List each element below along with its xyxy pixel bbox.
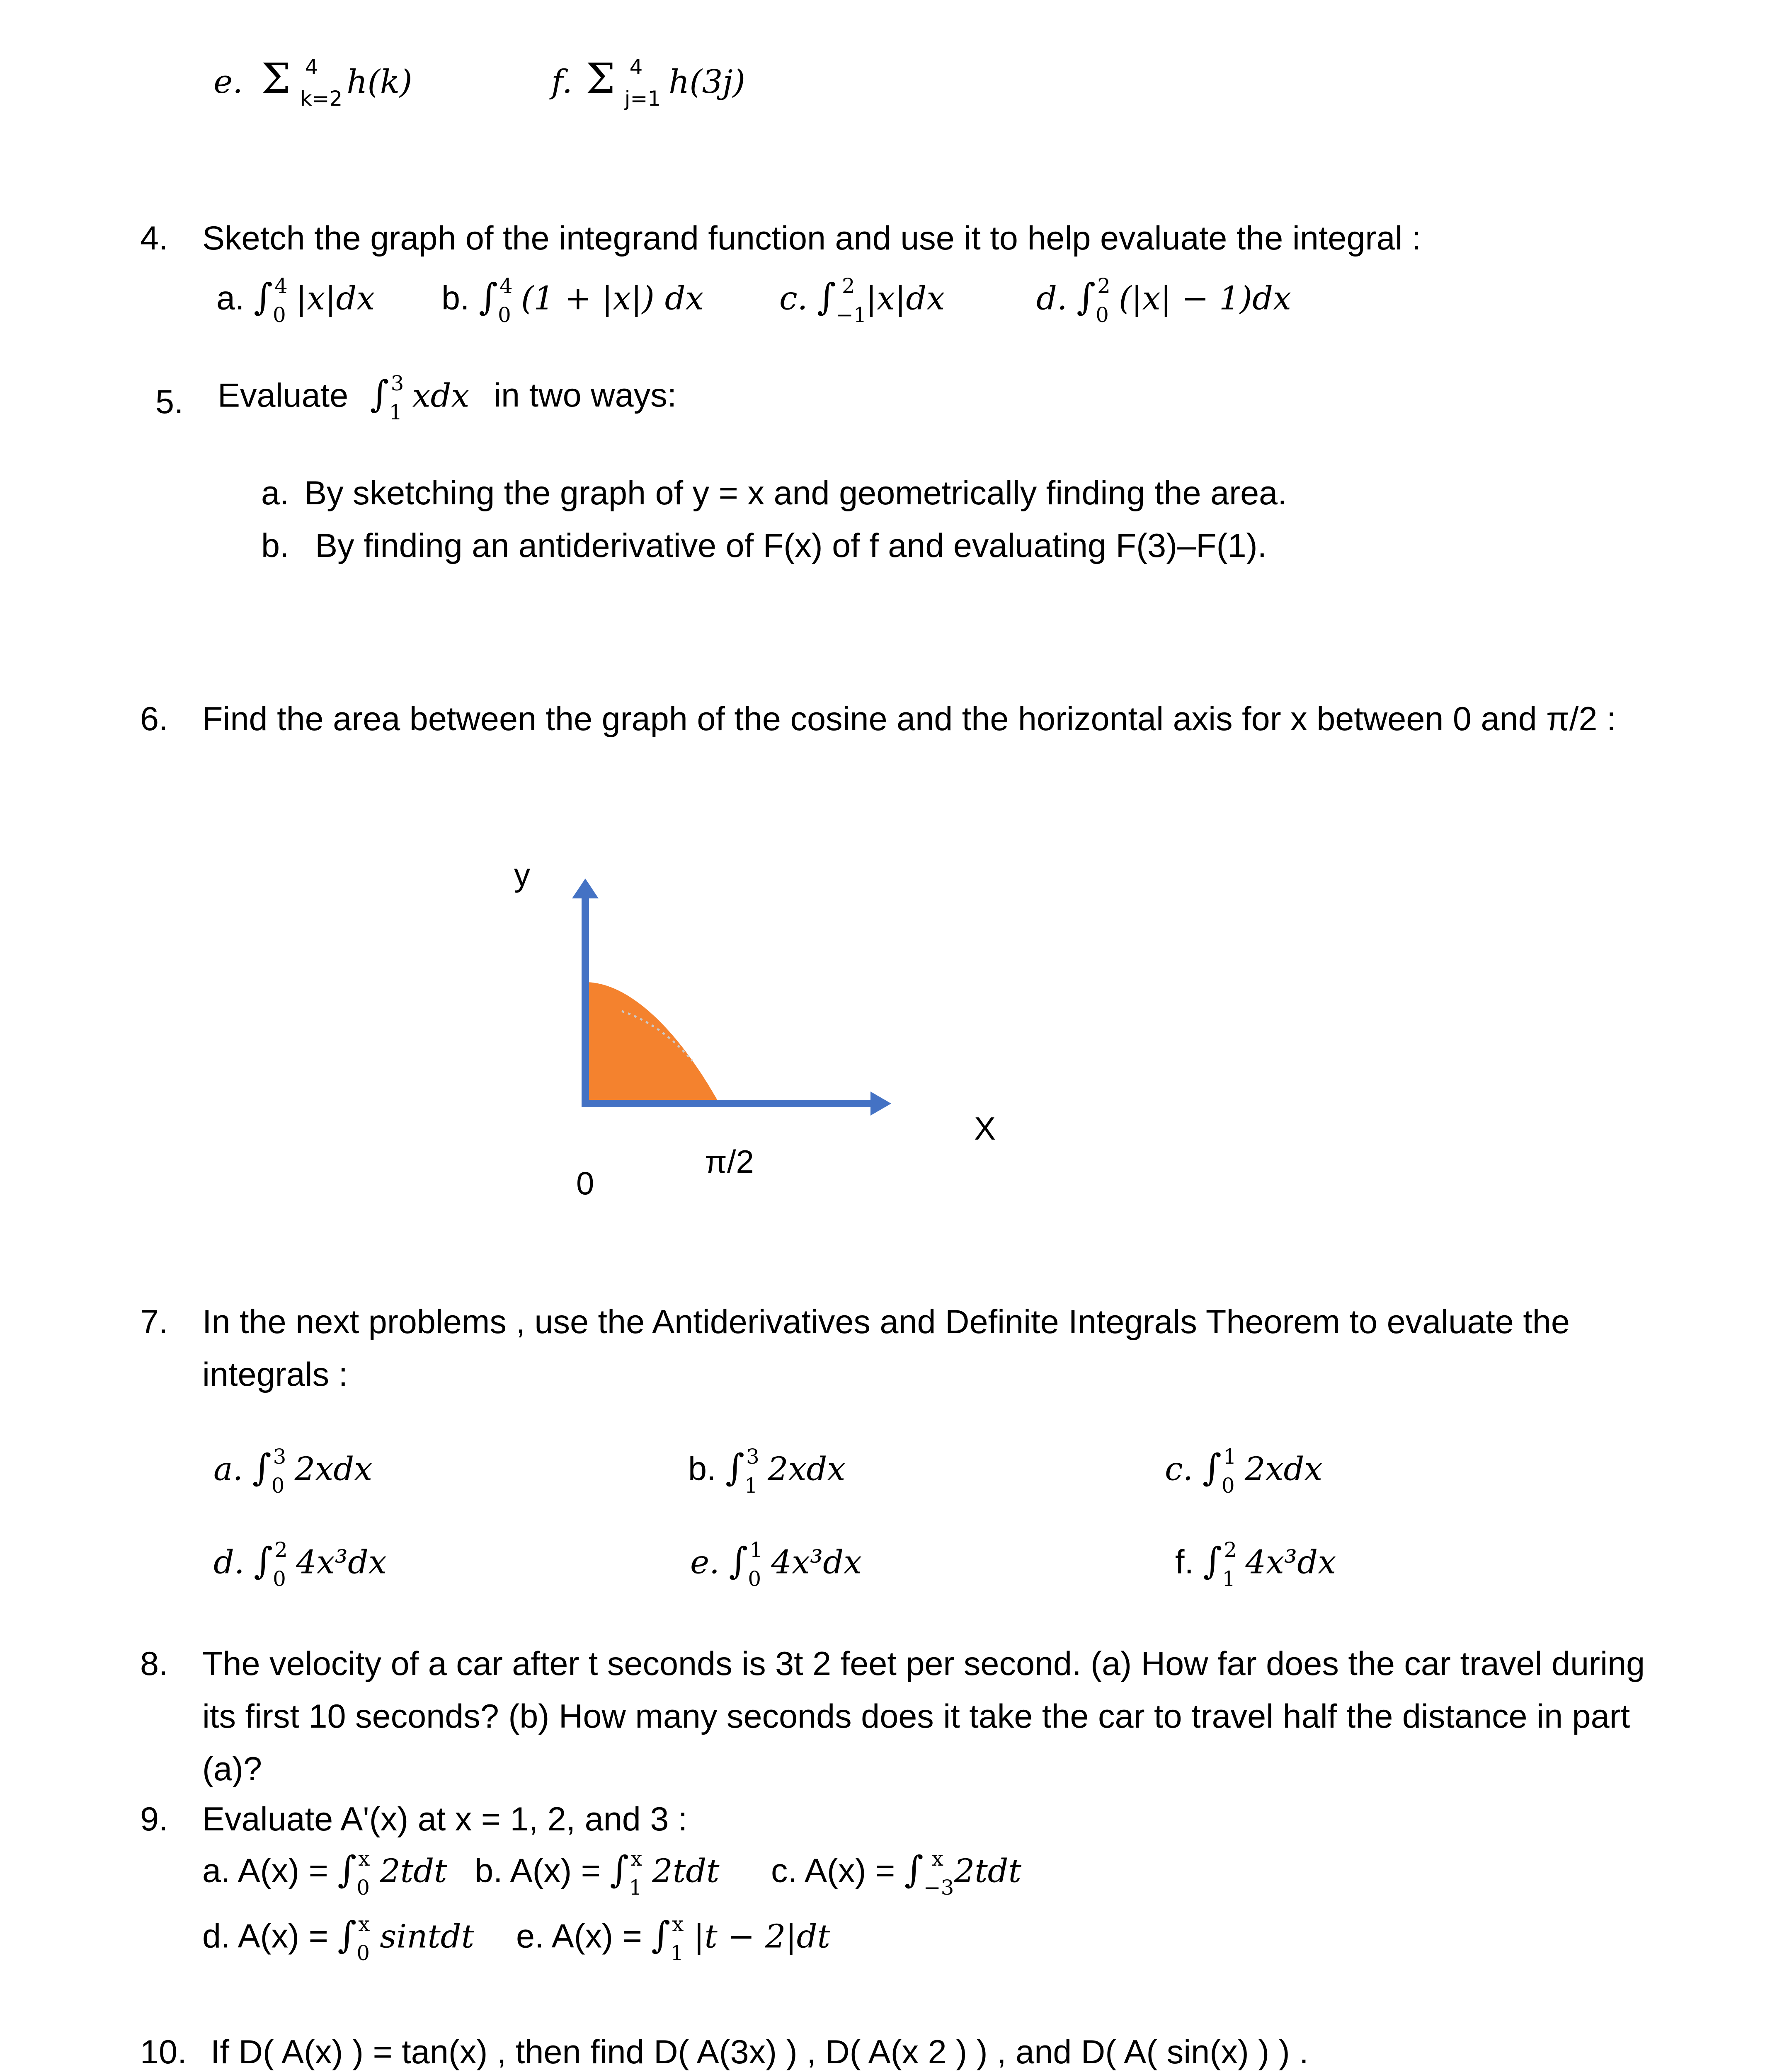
lower-limit: 0 bbox=[272, 303, 286, 327]
q10-text: If D( A(x) ) = tan(x) , then find D( A(3x) ) , D( A(x 2 ) ) , and D( A( sin(x) ) ) . bbox=[211, 2033, 1309, 2071]
upper-limit: 2 bbox=[841, 274, 855, 298]
part-label: b. bbox=[441, 279, 470, 317]
q7-part-d bbox=[213, 1539, 387, 1589]
integral-limits bbox=[1096, 276, 1119, 325]
integral-limits bbox=[356, 1848, 380, 1898]
integrand: 4x³dx bbox=[296, 1544, 387, 1581]
integrand: 2tdt bbox=[652, 1852, 720, 1890]
lower-limit: 1 bbox=[744, 1474, 758, 1498]
part-label: a. bbox=[261, 474, 289, 512]
lower-limit: 1 bbox=[629, 1876, 642, 1900]
integral-limits bbox=[273, 1539, 296, 1589]
integrand: 2tdt bbox=[380, 1852, 447, 1890]
integral-limits bbox=[498, 276, 521, 325]
integral-limits bbox=[1222, 1539, 1245, 1589]
part-label: b. bbox=[261, 527, 289, 564]
origin-label: 0 bbox=[576, 1165, 594, 1201]
integrand: xdx bbox=[412, 377, 470, 415]
integral-limits bbox=[629, 1848, 652, 1898]
integrand: sintdt bbox=[380, 1918, 475, 1956]
integral-sign: ∫ bbox=[904, 1848, 924, 1891]
integrand: (1 + |x|) dx bbox=[521, 280, 704, 317]
upper-limit: 4 bbox=[499, 274, 513, 298]
integrand: |x|dx bbox=[866, 280, 945, 317]
q5-lead: Evaluate bbox=[218, 377, 349, 414]
sigma-symbol: Σ bbox=[261, 54, 291, 103]
integral-sign: ∫ bbox=[337, 1848, 357, 1891]
integrand: 2xdx bbox=[294, 1450, 373, 1488]
upper-limit: x bbox=[672, 1912, 684, 1936]
integral-sign: ∫ bbox=[1203, 1539, 1222, 1582]
integrand: 4x³dx bbox=[1245, 1544, 1336, 1581]
q9-part-d bbox=[202, 1914, 474, 1963]
q10-number: 10. bbox=[140, 2033, 187, 2071]
integral-sign: ∫ bbox=[610, 1848, 629, 1891]
integral-limits bbox=[356, 1914, 380, 1963]
integral-sign: ∫ bbox=[817, 275, 836, 318]
q8-line-2: its first 10 seconds? (b) How many seconds does it take the car to travel half the distance in part bbox=[202, 1698, 1630, 1735]
upper-limit: x bbox=[358, 1847, 370, 1871]
part-label: f. bbox=[1175, 1543, 1194, 1581]
part-label: c. bbox=[779, 280, 808, 317]
part-text: By finding an antiderivative of F(x) of f and evaluating F(3)–F(1). bbox=[315, 527, 1267, 564]
q7-part-e bbox=[690, 1539, 862, 1589]
integral-sign: ∫ bbox=[729, 1539, 748, 1582]
q5-part-a bbox=[261, 474, 1287, 512]
upper-limit: x bbox=[358, 1912, 370, 1936]
x-axis-label: X bbox=[974, 1110, 996, 1147]
cosine-area-figure bbox=[497, 845, 1078, 1243]
q6-number: 6. bbox=[140, 700, 168, 738]
sum-limits bbox=[624, 55, 661, 111]
sum-upper: 4 bbox=[629, 55, 643, 79]
integral-limits bbox=[1222, 1446, 1245, 1496]
integral-sign: ∫ bbox=[252, 1446, 272, 1489]
integral-limits bbox=[748, 1539, 771, 1589]
integral-limits bbox=[272, 1446, 295, 1496]
upper-limit: 3 bbox=[273, 1445, 286, 1469]
integral-sign: ∫ bbox=[651, 1913, 671, 1956]
integral-sign: ∫ bbox=[370, 373, 389, 416]
lower-limit: −1 bbox=[836, 303, 867, 327]
lower-limit: 0 bbox=[356, 1876, 370, 1900]
q4-part-a bbox=[216, 276, 375, 325]
lower-limit: 1 bbox=[1222, 1567, 1236, 1591]
part-label: e. bbox=[690, 1544, 720, 1581]
integral-sign: ∫ bbox=[725, 1446, 744, 1489]
part-label: a. bbox=[213, 1450, 243, 1488]
lower-limit: 0 bbox=[271, 1474, 285, 1498]
lower-limit: 1 bbox=[670, 1941, 684, 1965]
integrand: 2xdx bbox=[1244, 1450, 1323, 1488]
q8-number: 8. bbox=[140, 1645, 168, 1682]
integral-sign: ∫ bbox=[337, 1913, 357, 1956]
integral-sign: ∫ bbox=[254, 1539, 273, 1582]
q7-text-2: integrals : bbox=[202, 1356, 348, 1393]
item-f-label: f. bbox=[551, 63, 572, 101]
integral-limits bbox=[273, 276, 296, 325]
integral-limits bbox=[744, 1446, 768, 1496]
part-label: c. A(x) = bbox=[771, 1852, 895, 1890]
pi-half-label: π/2 bbox=[705, 1143, 754, 1180]
q8-line-1: The velocity of a car after t seconds is 3t 2 feet per second. (a) How far does the car travel during bbox=[202, 1645, 1645, 1682]
lower-limit: 0 bbox=[273, 1567, 286, 1591]
upper-limit: 2 bbox=[274, 1538, 288, 1562]
lower-limit: 0 bbox=[1096, 303, 1109, 327]
part-label: a. bbox=[216, 279, 245, 317]
upper-limit: 1 bbox=[1223, 1445, 1236, 1469]
q5-number: 5. bbox=[155, 383, 184, 421]
q5-part-b bbox=[261, 529, 1267, 563]
item-f-expr: h(3j) bbox=[669, 63, 746, 101]
sum-lower: j=1 bbox=[624, 86, 661, 111]
upper-limit: 3 bbox=[746, 1445, 759, 1469]
part-label: c. bbox=[1165, 1450, 1193, 1488]
cosine-area-fill bbox=[585, 982, 720, 1106]
q6-text: Find the area between the graph of the cosine and the horizontal axis for x between 0 and π/2 : bbox=[202, 700, 1616, 738]
q7-part-a bbox=[213, 1446, 372, 1496]
lower-limit: 0 bbox=[748, 1567, 761, 1591]
lower-limit: −3 bbox=[923, 1876, 954, 1900]
integral-sign: ∫ bbox=[1076, 275, 1096, 318]
q9-part-e bbox=[516, 1914, 830, 1963]
lower-limit: 0 bbox=[497, 303, 511, 327]
integral-sign: ∫ bbox=[479, 275, 498, 318]
q7-part-f bbox=[1175, 1539, 1336, 1589]
integral-limits bbox=[389, 373, 412, 423]
q9-part-a bbox=[202, 1848, 447, 1898]
integral-limits bbox=[670, 1914, 693, 1963]
integral-sign: ∫ bbox=[1203, 1446, 1222, 1489]
part-text: By sketching the graph of y = x and geometrically finding the area. bbox=[304, 474, 1287, 512]
part-label: d. bbox=[213, 1544, 245, 1581]
q4-part-c bbox=[779, 276, 945, 325]
integrand: 2xdx bbox=[767, 1450, 846, 1488]
part-label: e. A(x) = bbox=[516, 1917, 642, 1955]
part-label: b. bbox=[688, 1450, 716, 1488]
integrand: |x|dx bbox=[296, 280, 375, 317]
q5-tail: in two ways: bbox=[494, 377, 677, 414]
upper-limit: x bbox=[931, 1847, 943, 1871]
integrand: 2tdt bbox=[954, 1852, 1021, 1890]
q4-part-b bbox=[441, 276, 704, 325]
x-axis-arrow bbox=[870, 1092, 891, 1116]
sum-limits bbox=[300, 55, 343, 111]
q7-part-b bbox=[688, 1446, 845, 1496]
item-e-expr: h(k) bbox=[347, 63, 412, 101]
y-axis-arrow bbox=[572, 879, 599, 898]
y-axis-label: y bbox=[514, 857, 530, 893]
q8-line-3: (a)? bbox=[202, 1750, 262, 1788]
q9-part-b bbox=[475, 1848, 720, 1898]
part-label: d. A(x) = bbox=[202, 1917, 328, 1955]
integral-limits bbox=[924, 1848, 954, 1898]
q9-part-c bbox=[771, 1848, 1021, 1898]
item-e-sum bbox=[213, 54, 412, 111]
part-label: d. bbox=[1036, 280, 1067, 317]
sum-upper: 4 bbox=[305, 55, 318, 79]
part-label: a. A(x) = bbox=[202, 1852, 328, 1890]
integral-limits bbox=[836, 276, 866, 325]
item-e-label: e. bbox=[213, 63, 243, 101]
upper-limit: 2 bbox=[1097, 274, 1110, 298]
upper-limit: x bbox=[630, 1847, 642, 1871]
integrand: 4x³dx bbox=[771, 1544, 862, 1581]
lower-limit: 0 bbox=[356, 1941, 370, 1965]
q4-number: 4. bbox=[140, 220, 168, 257]
integral-sign: ∫ bbox=[254, 275, 273, 318]
upper-limit: 3 bbox=[390, 371, 404, 395]
lower-limit: 1 bbox=[389, 400, 402, 424]
q9-text: Evaluate A'(x) at x = 1, 2, and 3 : bbox=[202, 1801, 688, 1838]
integrand: (|x| − 1)dx bbox=[1119, 280, 1292, 317]
part-label: b. A(x) = bbox=[475, 1852, 601, 1890]
q4-part-d bbox=[1036, 276, 1291, 325]
q7-text: In the next problems , use the Antiderivatives and Definite Integrals Theorem to evaluate the bbox=[202, 1303, 1570, 1341]
integrand: |t − 2|dt bbox=[693, 1918, 830, 1956]
upper-limit: 2 bbox=[1224, 1538, 1237, 1562]
sum-lower: k=2 bbox=[300, 86, 343, 111]
q5-line bbox=[218, 373, 676, 423]
lower-limit: 0 bbox=[1221, 1474, 1235, 1498]
upper-limit: 4 bbox=[274, 274, 288, 298]
item-f-sum bbox=[551, 54, 746, 111]
q7-part-c bbox=[1165, 1446, 1322, 1496]
q9-number: 9. bbox=[140, 1801, 168, 1838]
q7-number: 7. bbox=[140, 1303, 168, 1341]
sigma-symbol: Σ bbox=[586, 54, 616, 103]
q4-text: Sketch the graph of the integrand function and use it to help evaluate the integral : bbox=[202, 220, 1421, 257]
upper-limit: 1 bbox=[749, 1538, 763, 1562]
